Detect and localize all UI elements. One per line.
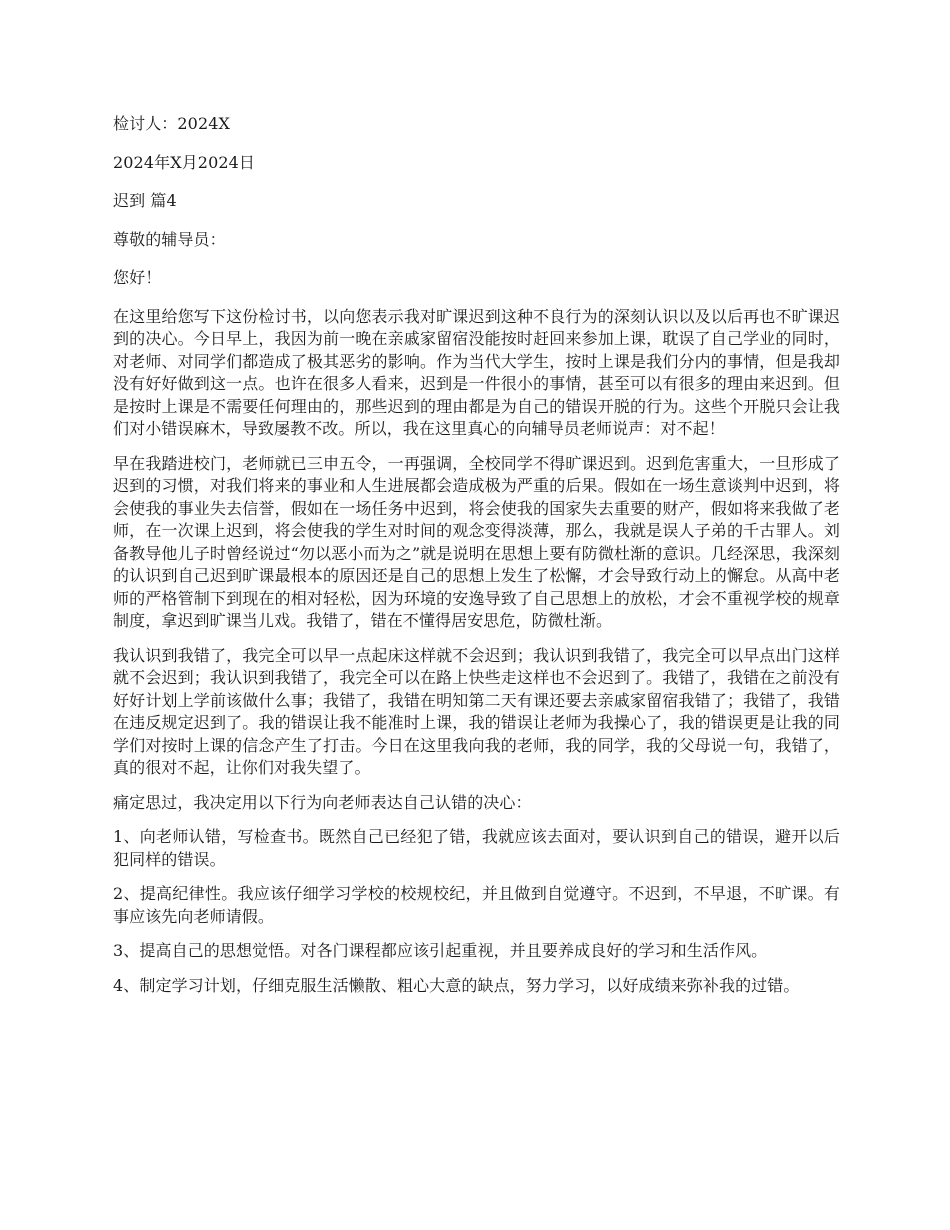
salutation: 尊敬的辅导员：	[113, 229, 226, 249]
list-item-4: 4、制定学习计划，仔细克服生活懒散、粗心大意的缺点，努力学习，以好成绩来弥补我的过错。	[113, 975, 800, 995]
paragraph-reflection: 早在我踏进校门，老师就已三申五令，一再强调，全校同学不得旷课迟到。迟到危害重大，一旦形成了迟到的习惯，对我们将来的事业和人生进展都会造成极为严重的后果。假如在一场生意谈判中迟到，将会使我的事业失去信誉，假如在一场任务中迟到，将会使我的国家失去重要的财产，假如将来我做了老师，在一次课上迟到，将会使我的学生对时间的观念变得淡薄，那么，我就是误人子弟的千古罪人。刘备教导他儿子时曾经说过“勿以恶小而为之”就是说明在思想上要有防微杜渐的意识。几经深思，我深刻的认识到自己迟到旷课最根本的原因还是自己的思想上发生了松懈，才会导致行动上的懈怠。从高中老师的严格管制下到现在的相对轻松，因为环境的安逸导致了自己思想上的放松，才会不重视学校的规章制度，拿迟到旷课当儿戏。我错了，错在不懂得居安思危，防微杜渐。	[113, 453, 840, 630]
date-line: 2024年X月2024日	[113, 152, 256, 172]
document-body	[113, 113, 840, 1009]
paragraph-resolution-intro: 痛定思过，我决定用以下行为向老师表达自己认错的决心：	[113, 792, 532, 812]
section-title: 迟到 篇4	[113, 191, 177, 210]
list-item-3: 3、提高自己的思想觉悟。对各门课程都应该引起重视，并且要养成良好的学习和生活作风。	[113, 941, 768, 960]
paragraph-intro: 在这里给您写下这份检讨书，以向您表示我对旷课迟到这种不良行为的深刻认识以及以后再也不旷课迟到的决心。今日早上，我因为前一晚在亲戚家留宿没能按时赶回来参加上课，耽误了自己学业的同时，对老师、对同学们都造成了极其恶劣的影响。作为当代大学生，按时上课是我们分内的事情，但是我却没有好好做到这一点。也许在很多人看来，迟到是一件很小的事情，甚至可以有很多的理由来迟到。但是按时上课是不需要任何理由的，那些迟到的理由都是为自己的错误开脱的行为。这些个开脱只会让我们对小错误麻木，导致屡教不改。所以，我在这里真心的向辅导员老师说声：对不起！	[113, 306, 840, 438]
author-line: 检讨人：2024X	[113, 114, 231, 133]
list-item-2: 2、提高纪律性。我应该仔细学习学校的校规校纪，并且做到自觉遵守。不迟到，不早退，不旷课。有事应该先向老师请假。	[113, 884, 840, 926]
list-item-1: 1、向老师认错，写检查书。既然自己已经犯了错，我就应该去面对，要认识到自己的错误，避开以后犯同样的错误。	[113, 827, 840, 869]
paragraph-admission: 我认识到我错了，我完全可以早一点起床这样就不会迟到；我认识到我错了，我完全可以早点出门这样就不会迟到；我认识到我错了，我完全可以在路上快些走这样也不会迟到了。我错了，我错在之前没有好好计划上学前该做什么事；我错了，我错在明知第二天有课还要去亲戚家留宿我错了；我错了，我错在违反规定迟到了。我的错误让我不能准时上课，我的错误让老师为我操心了，我的错误更是让我的同学们对按时上课的信念产生了打击。今日在这里我向我的老师，我的同学，我的父母说一句，我错了，真的很对不起，让你们对我失望了。	[113, 645, 840, 777]
greeting: 您好！	[113, 268, 162, 287]
